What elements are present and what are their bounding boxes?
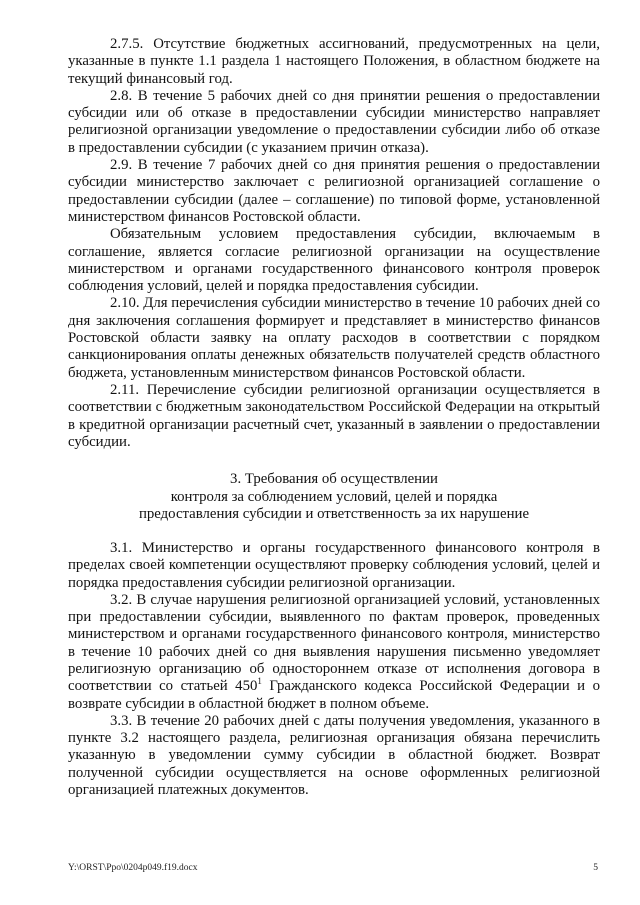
page-number: 5	[593, 863, 598, 873]
paragraph-2-7-5: 2.7.5. Отсутствие бюджетных ассигнований, предусмотренных на цели, указанные в пункте 1.1 раздела 1 настоящего Положения, в областном бюджете на текущий финансовый год.	[68, 36, 600, 87]
heading-line-3: предоставления субсидии и ответственность за их нарушение	[138, 506, 530, 523]
paragraph-2-9: 2.9. В течение 7 рабочих дней со дня принятия решения о предоставлении субсидии министерство заключает с религиозной организацией соглашение о предоставлении субсидии (далее – соглашение) по типовой форме, установленной министерством финансов Ростовской области.	[68, 157, 600, 225]
paragraph-3-1: 3.1. Министерство и органы государственного финансового контроля в пределах своей компетенции осуществляют проверку соблюдения условий, целей и порядка предоставления субсидии религиозной организации.	[68, 539, 600, 591]
paragraph-3-2	[68, 592, 600, 713]
document-page	[68, 36, 600, 799]
paragraph-3-2-text-end: Гражданского кодекса Российской Федерации и о возврате субсидии в областной бюджет в полном объеме.	[68, 678, 600, 712]
heading-line-1: 3. Требования об осуществлении	[230, 471, 438, 488]
paragraph-2-9-condition: Обязательным условием предоставления субсидии, включаемым в соглашение, является согласие религиозной организации на осуществление министерством и органами государственного финансового контроля проверок соблюдения условий, целей и порядка предоставления субсидии.	[68, 226, 600, 295]
paragraph-2-10: 2.10. Для перечисления субсидии министерство в течение 10 рабочих дней со дня заключения соглашения формирует и представляет в министерство финансов Ростовской области заявку на оплату расходов в соответствии с порядком санкционирования оплаты денежных обязательств получателей средств областного бюджета, установленным министерством финансов Ростовской области.	[68, 295, 600, 381]
paragraph-3-2-text-start: 3.2. В случае нарушения религиозной организацией условий, установленных при предоставлении субсидии, выявленного по фактам проверок, проведенных министерством и органами государственного финансового контроля, министерство в течение 10 рабочих дней со дня выявления нарушения письменно уведомляет религиозную организацию об одностороннем отказе от исполнения договора в соответствии со статьей 450	[68, 591, 600, 695]
paragraph-2-11: 2.11. Перечисление субсидии религиозной организации осуществляется в соответствии с бюджетным законодательством Российской Федерации на открытый в кредитной организации расчетный счет, указанный в заявлении о предоставлении субсидии.	[68, 381, 600, 450]
heading-line-2: контроля за соблюдением условий, целей и порядка	[170, 488, 498, 505]
file-path: Y:\ORST\Ppo\0204p049.f19.docx	[68, 863, 198, 873]
section-3-heading	[68, 471, 600, 524]
paragraph-3-3: 3.3. В течение 20 рабочих дней с даты получения уведомления, указанного в пункте 3.2 настоящего раздела, религиозная организация обязана перечислить указанную в уведомлении сумму субсидии в областной бюджет. Возврат полученной субсидии осуществляется на основе оформленных религиозной организацией платежных документов.	[68, 712, 600, 799]
article-superscript: 1	[257, 676, 262, 687]
paragraph-2-8: 2.8. В течение 5 рабочих дней со дня принятии решения о предоставлении субсидии или об отказе в предоставлении субсидии министерство направляет религиозной организации уведомление о предоставлении субсидии либо об отказе в предоставлении субсидии (с указанием причин отказа).	[68, 87, 600, 156]
